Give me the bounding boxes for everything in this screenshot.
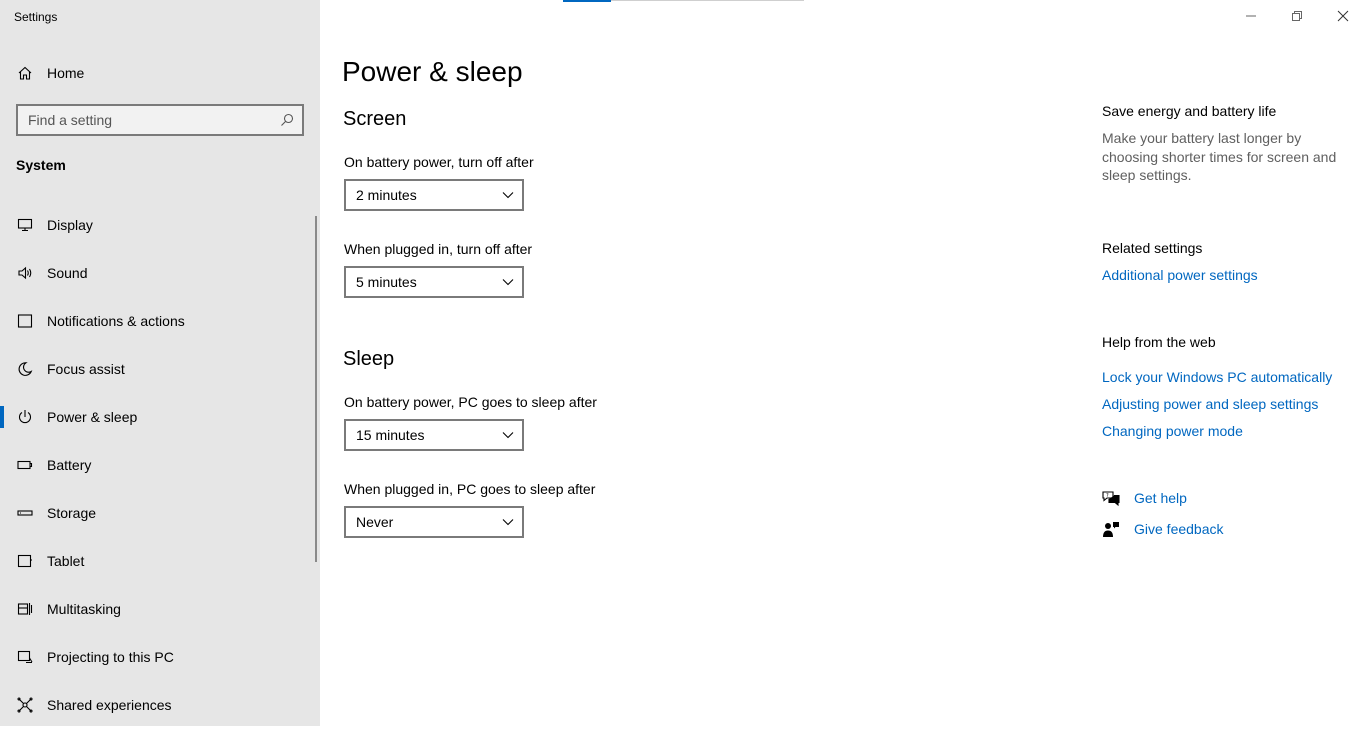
search-icon[interactable]: [280, 113, 294, 127]
projector-icon: [16, 648, 34, 666]
lock-pc-link[interactable]: Lock your Windows PC automatically: [1102, 369, 1333, 385]
shared-icon: [16, 696, 34, 714]
sidebar-nav: [0, 201, 320, 729]
sidebar-item-label: Projecting to this PC: [47, 649, 174, 665]
sidebar-item-sound[interactable]: [0, 249, 320, 297]
sleep-plugged-dropdown[interactable]: [344, 506, 524, 538]
sidebar-item-label: Power & sleep: [47, 409, 138, 425]
chevron-down-icon: [502, 277, 514, 287]
get-help-icon: [1102, 490, 1120, 508]
minimize-icon: [1245, 10, 1257, 22]
speaker-icon: [16, 264, 34, 282]
sidebar-item-label: Notifications & actions: [47, 313, 185, 329]
sidebar-item-label: Storage: [47, 505, 97, 521]
help-from-web-heading: Help from the web: [1102, 334, 1216, 350]
sidebar-item-label: Focus assist: [47, 361, 125, 377]
section-label-system: System: [16, 157, 66, 173]
sidebar: [0, 0, 320, 726]
notification-icon: [16, 312, 34, 330]
sidebar-item-battery[interactable]: [0, 441, 320, 489]
chevron-down-icon: [502, 430, 514, 440]
sidebar-scrollbar[interactable]: [315, 216, 317, 562]
sidebar-item-label: Sound: [47, 265, 88, 281]
sleep-battery-label: On battery power, PC goes to sleep after: [344, 394, 597, 410]
sleep-plugged-label: When plugged in, PC goes to sleep after: [344, 481, 596, 497]
sidebar-item-storage[interactable]: [0, 489, 320, 537]
screen-plugged-label: When plugged in, turn off after: [344, 241, 533, 257]
sidebar-item-label: Multitasking: [47, 601, 121, 617]
save-energy-text: Make your battery last longer by choosing shorter times for screen and sleep settings.: [1102, 130, 1337, 183]
minimize-button[interactable]: [1228, 0, 1274, 32]
search-input[interactable]: [18, 106, 268, 134]
monitor-icon: [16, 216, 34, 234]
chevron-down-icon: [502, 517, 514, 527]
multitasking-icon: [16, 600, 34, 618]
moon-icon: [16, 360, 34, 378]
screen-battery-dropdown[interactable]: [344, 179, 524, 211]
sidebar-item-label: Home: [47, 65, 85, 81]
battery-icon: [16, 456, 34, 474]
dropdown-value: Never: [356, 514, 394, 530]
changing-power-mode-link[interactable]: Changing power mode: [1102, 423, 1243, 439]
feedback-icon: [1102, 521, 1120, 539]
restore-button[interactable]: [1274, 0, 1320, 32]
window-title: Settings: [14, 10, 58, 24]
home-icon: [16, 64, 34, 82]
sidebar-item-shared-experiences[interactable]: [0, 681, 320, 729]
screen-heading: Screen: [343, 108, 407, 130]
sleep-heading: Sleep: [343, 348, 395, 370]
adjusting-power-link[interactable]: Adjusting power and sleep settings: [1102, 396, 1319, 412]
tablet-icon: [16, 552, 34, 570]
screen-plugged-dropdown[interactable]: [344, 266, 524, 298]
get-help-link[interactable]: Get help: [1134, 490, 1187, 506]
dropdown-value: 5 minutes: [356, 274, 417, 290]
sidebar-item-display[interactable]: [0, 201, 320, 249]
screen-battery-label: On battery power, turn off after: [344, 154, 534, 170]
storage-icon: [16, 504, 34, 522]
sidebar-item-focus-assist[interactable]: [0, 345, 320, 393]
additional-power-settings-link[interactable]: Additional power settings: [1102, 267, 1258, 283]
close-button[interactable]: [1320, 0, 1366, 32]
restore-icon: [1291, 10, 1303, 22]
power-icon: [16, 408, 34, 426]
dropdown-value: 15 minutes: [356, 427, 425, 443]
sidebar-item-multitasking[interactable]: [0, 585, 320, 633]
svg-text:?: ?: [1106, 493, 1109, 499]
sidebar-item-label: Tablet: [47, 553, 85, 569]
sidebar-item-label: Shared experiences: [47, 697, 172, 713]
related-settings-heading: Related settings: [1102, 240, 1203, 256]
sidebar-item-label: Battery: [47, 457, 92, 473]
sidebar-item-home[interactable]: [0, 56, 320, 90]
window-controls: [1228, 0, 1366, 32]
page-title: Power & sleep: [342, 56, 523, 87]
close-icon: [1337, 10, 1349, 22]
dropdown-value: 2 minutes: [356, 187, 417, 203]
sidebar-item-projecting[interactable]: [0, 633, 320, 681]
sleep-battery-dropdown[interactable]: [344, 419, 524, 451]
save-energy-heading: Save energy and battery life: [1102, 103, 1277, 119]
sidebar-item-tablet[interactable]: [0, 537, 320, 585]
sidebar-item-label: Display: [47, 217, 93, 233]
top-divider-line: [611, 0, 804, 1]
search-box: [16, 104, 304, 136]
top-accent-line: [563, 0, 611, 2]
sidebar-item-notifications[interactable]: [0, 297, 320, 345]
sidebar-item-power-sleep[interactable]: [0, 393, 320, 441]
give-feedback-link[interactable]: Give feedback: [1134, 521, 1224, 537]
chevron-down-icon: [502, 190, 514, 200]
